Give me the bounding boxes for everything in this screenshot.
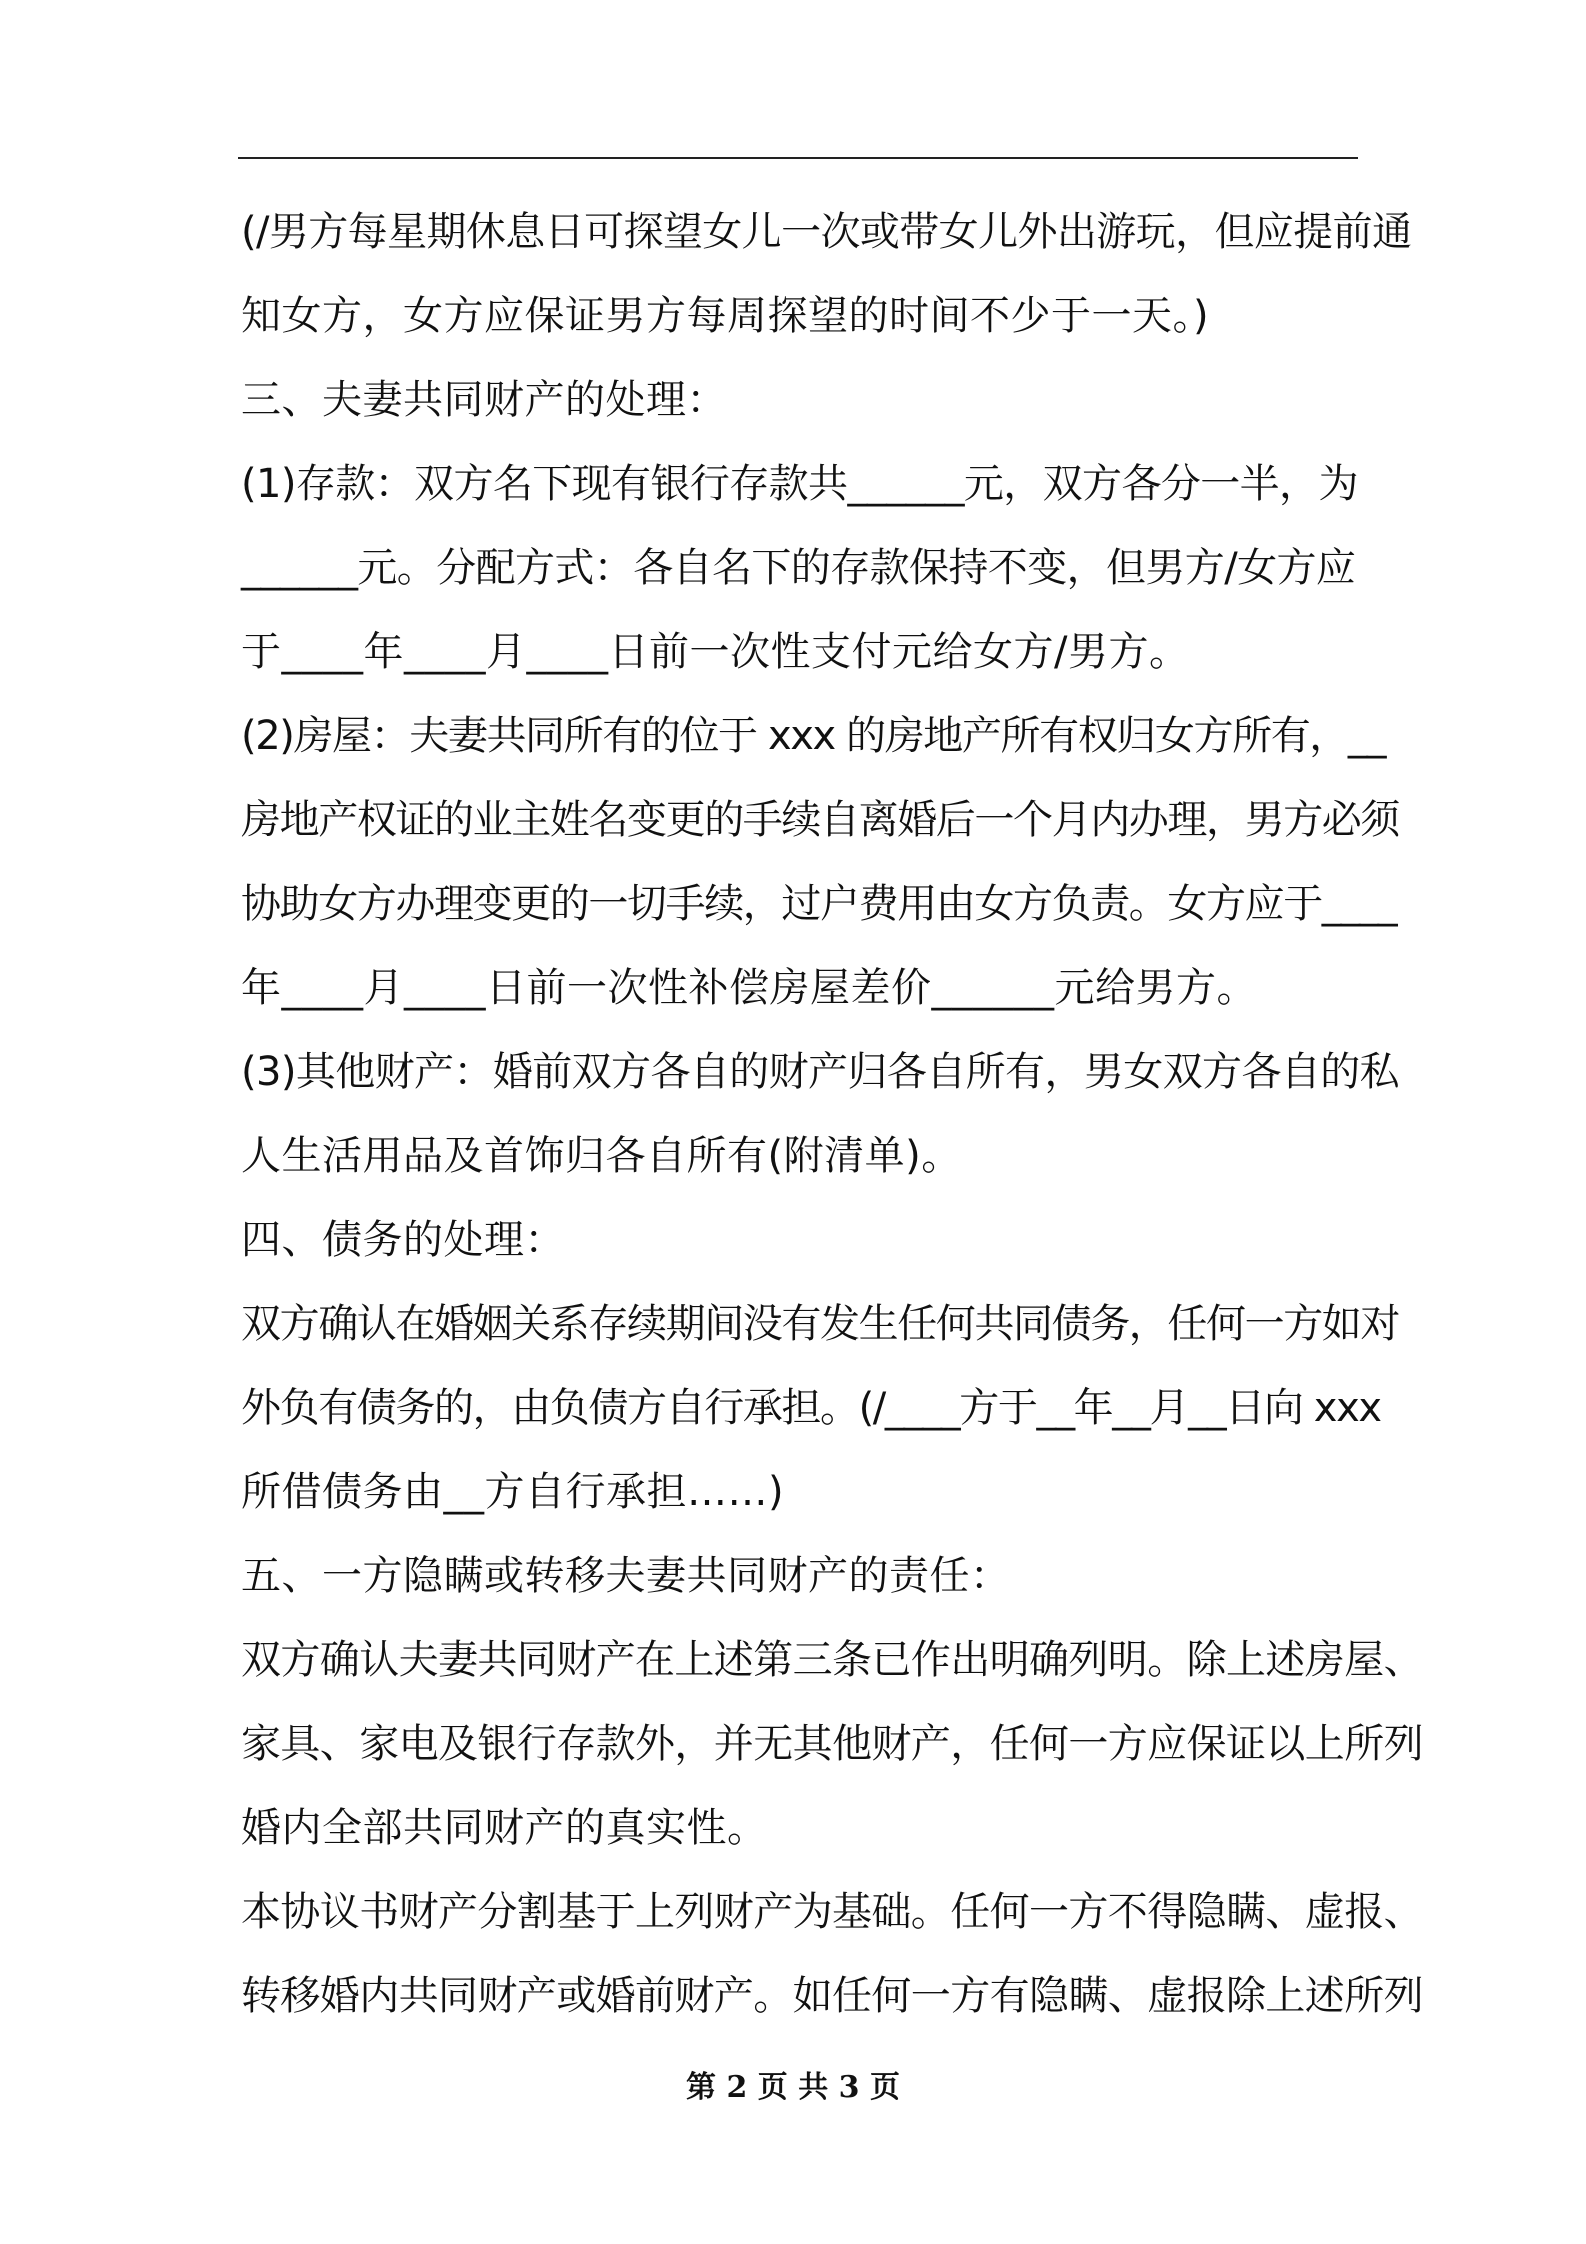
paragraph-line: 婚内全部共同财产的真实性。 xyxy=(241,1805,768,1851)
paragraph-line: 年____月____日前一次性补偿房屋差价______元给男方。 xyxy=(241,965,1257,1011)
paragraph-line: ______元。分配方式：各自名下的存款保持不变，但男方/女方应 xyxy=(241,545,1356,591)
paragraph-line: (2)房屋：夫妻共同所有的位于 xxx 的房地产所有权归女方所有，__ xyxy=(241,713,1386,759)
paragraph-line: 知女方，女方应保证男方每周探望的时间不少于一天。) xyxy=(241,293,1210,339)
paragraph-line: 房地产权证的业主姓名变更的手续自离婚后一个月内办理，男方必须 xyxy=(241,797,1399,843)
paragraph-line: 人生活用品及首饰归各自所有(附清单)。 xyxy=(241,1133,962,1179)
paragraph-line: 外负有债务的，由负债方自行承担。(/____方于__年__月__日向 xxx xyxy=(241,1385,1381,1431)
paragraph-line: 转移婚内共同财产或婚前财产。如任何一方有隐瞒、虚报除上述所列 xyxy=(241,1973,1423,2019)
page-number: 第 2 页 共 3 页 xyxy=(686,2070,900,2105)
paragraph-line: 双方确认在婚姻关系存续期间没有发生任何共同债务，任何一方如对 xyxy=(241,1301,1399,1347)
paragraph-line: 于____年____月____日前一次性支付元给女方/男方。 xyxy=(241,629,1190,675)
document-body xyxy=(241,190,1423,2038)
paragraph-line: 双方确认夫妻共同财产在上述第三条已作出明确列明。除上述房屋、 xyxy=(241,1637,1423,1683)
paragraph-line: (1)存款：双方名下现有银行存款共______元，双方各分一半，为 xyxy=(241,461,1358,507)
paragraph-line: 协助女方办理变更的一切手续，过户费用由女方负责。女方应于____ xyxy=(241,881,1397,927)
section-heading: 五、一方隐瞒或转移夫妻共同财产的责任： xyxy=(241,1553,1011,1599)
paragraph-line: 家具、家电及银行存款外，并无其他财产，任何一方应保证以上所列 xyxy=(241,1721,1423,1767)
paragraph-line: (/男方每星期休息日可探望女儿一次或带女儿外出游玩，但应提前通 xyxy=(241,209,1412,255)
section-heading: 三、夫妻共同财产的处理： xyxy=(241,377,727,423)
paragraph-line: 本协议书财产分割基于上列财产为基础。任何一方不得隐瞒、虚报、 xyxy=(241,1889,1423,1935)
section-heading: 四、债务的处理： xyxy=(241,1217,565,1263)
paragraph-line: (3)其他财产：婚前双方各自的财产归各自所有，男女双方各自的私 xyxy=(241,1049,1400,1095)
header-divider xyxy=(238,157,1358,159)
paragraph-line: 所借债务由__方自行承担……) xyxy=(241,1469,785,1515)
